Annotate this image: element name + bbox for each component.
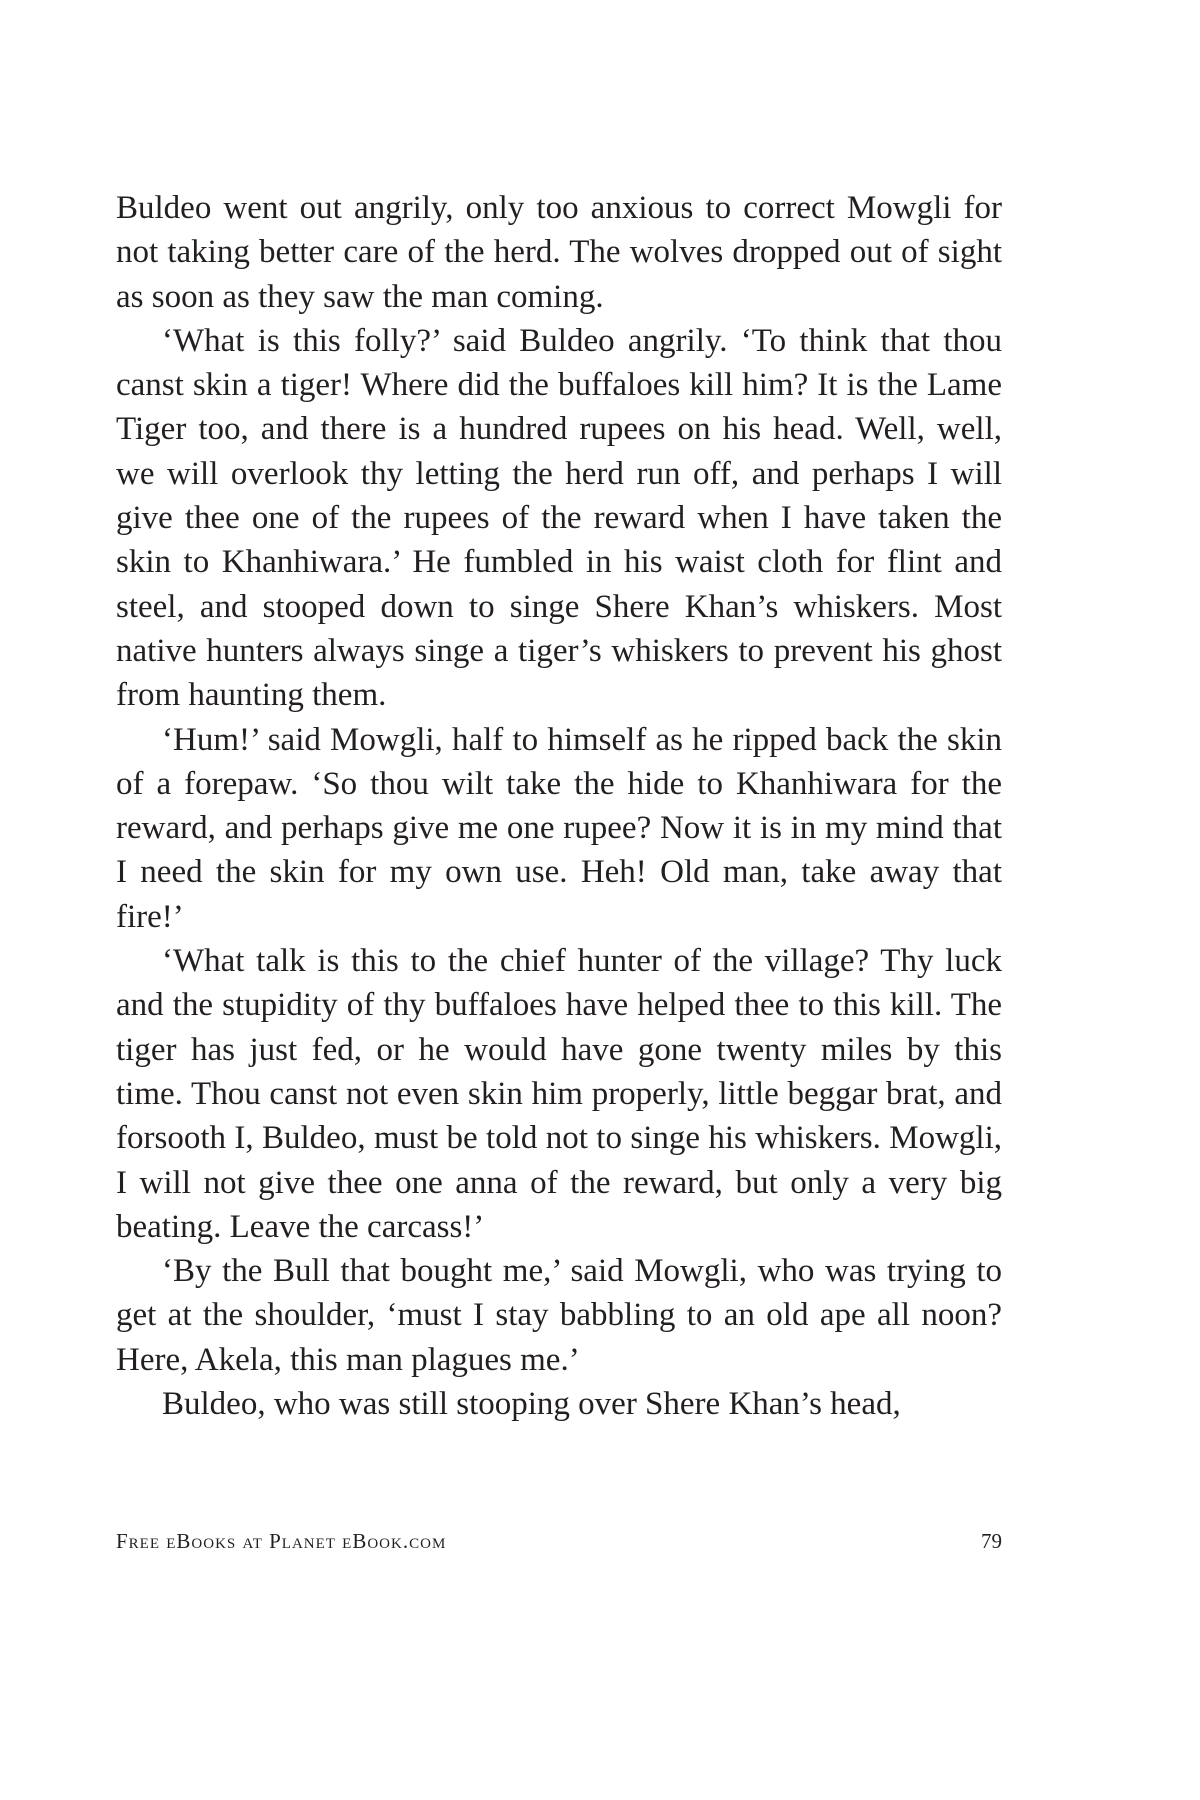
paragraph-2: ‘What is this folly?’ said Buldeo angrily. ‘To think that thou canst skin a tiger! Where did the buffaloes kill him? It is the Lame Tiger too, and there is a hundred rupees on his head. Well, well, we will overlook thy letting the herd run off, and perhaps I will give thee one of the rupees of the reward when I have taken the skin to Khanhiwara.’ He fumbled in his waist cloth for flint and steel, and stooped down to singe Shere Khan’s whiskers. Most native hunters always singe a tiger’s whiskers to prevent his ghost from haunting them. [116, 322, 1002, 714]
page-number: 79 [981, 1529, 1002, 1553]
paragraph-3: ‘Hum!’ said Mowgli, half to himself as he ripped back the skin of a forepaw. ‘So thou wilt take the hide to Khanhiwara for the reward, and perhaps give me one rupee? Now it is in my mind that I need the skin for my own use. Heh! Old man, take away that fire!’ [116, 721, 1002, 935]
page-footer [116, 1529, 1002, 1559]
paragraph-6: Buldeo, who was still stooping over Shere Khan’s head, [162, 1386, 901, 1423]
body-text [116, 186, 1002, 1426]
paragraph-4: ‘What talk is this to the chief hunter of the village? Thy luck and the stupidity of thy buffaloes have helped thee to this kill. The tiger has just fed, or he would have gone twenty miles by this time. Thou canst not even skin him properly, little beggar brat, and forsooth I, Buldeo, must be told not to singe his whiskers. Mowgli, I will not give thee one anna of the reward, but only a very big beating. Leave the carcass!’ [116, 943, 1002, 1245]
paragraph-1: Buldeo went out angrily, only too anxious to correct Mowgli for not taking better care of the herd. The wolves dropped out of sight as soon as they saw the man coming. [116, 190, 1002, 315]
paragraph-5: ‘By the Bull that bought me,’ said Mowgli, who was trying to get at the shoulder, ‘must I stay babbling to an old ape all noon? Here, Akela, this man plagues me.’ [116, 1253, 1002, 1378]
footer-credit: Free eBooks at Planet eBook.com [116, 1529, 447, 1553]
